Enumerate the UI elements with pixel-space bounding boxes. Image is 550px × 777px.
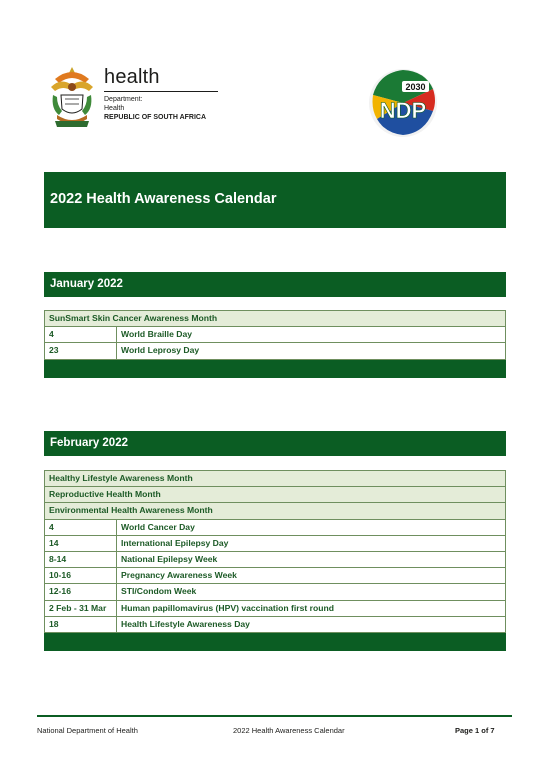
date-cell: 23 [45,343,117,359]
footer-organization: National Department of Health [37,726,138,735]
month-event-cell: SunSmart Skin Cancer Awareness Month [45,311,506,327]
event-cell: Health Lifestyle Awareness Day [117,616,506,632]
table-row [45,343,506,359]
document-title: 2022 Health Awareness Calendar [50,191,277,207]
date-cell: 4 [45,519,117,535]
event-cell: World Cancer Day [117,519,506,535]
month-heading-january [44,272,506,297]
country-name: REPUBLIC OF SOUTH AFRICA [104,114,207,121]
date-cell: 2 Feb - 31 Mar [45,600,117,616]
department-identity [104,66,222,122]
event-cell: STI/Condom Week [117,584,506,600]
event-cell: International Epilepsy Day [117,535,506,551]
ndp-year: 2030 [405,82,426,92]
document-title-band [44,172,506,228]
month-heading-text: January 2022 [50,278,123,290]
table-row [45,551,506,567]
month-event-cell: Healthy Lifestyle Awareness Month [45,471,506,487]
event-cell: World Braille Day [117,327,506,343]
month-event-cell: Reproductive Health Month [45,487,506,503]
event-cell: Human papillomavirus (HPV) vaccination first round [117,600,506,616]
month-event-row [45,487,506,503]
month-event-row [45,503,506,519]
date-cell: 10-16 [45,568,117,584]
brand-divider [104,91,218,92]
date-cell: 8-14 [45,551,117,567]
table-row [45,616,506,632]
table-row [45,600,506,616]
footer-document-title: 2022 Health Awareness Calendar [233,726,345,735]
february-calendar-table [44,470,506,651]
january-calendar-table [44,310,506,378]
date-cell: 18 [45,616,117,632]
table-row [45,327,506,343]
ndp-wordmark: NDP [379,98,427,123]
table-footer-band [45,632,506,650]
table-row [45,519,506,535]
table-row [45,535,506,551]
table-row [45,584,506,600]
date-cell: 12-16 [45,584,117,600]
dept-name: Health [104,104,125,112]
month-event-row [45,471,506,487]
event-cell: National Epilepsy Week [117,551,506,567]
month-heading-february [44,431,506,456]
table-row [45,568,506,584]
coat-of-arms-logo [47,65,97,133]
event-cell: Pregnancy Awareness Week [117,568,506,584]
page-number: Page 1 of 7 [455,726,495,735]
dept-label: Department: [104,96,143,103]
ndp-2030-logo [367,67,439,139]
date-cell: 4 [45,327,117,343]
footer-divider [37,715,512,717]
month-event-row [45,311,506,327]
brand-wordmark: health [104,66,160,88]
month-heading-text: February 2022 [50,437,128,449]
table-footer-band [45,359,506,377]
date-cell: 14 [45,535,117,551]
event-cell: World Leprosy Day [117,343,506,359]
month-event-cell: Environmental Health Awareness Month [45,503,506,519]
